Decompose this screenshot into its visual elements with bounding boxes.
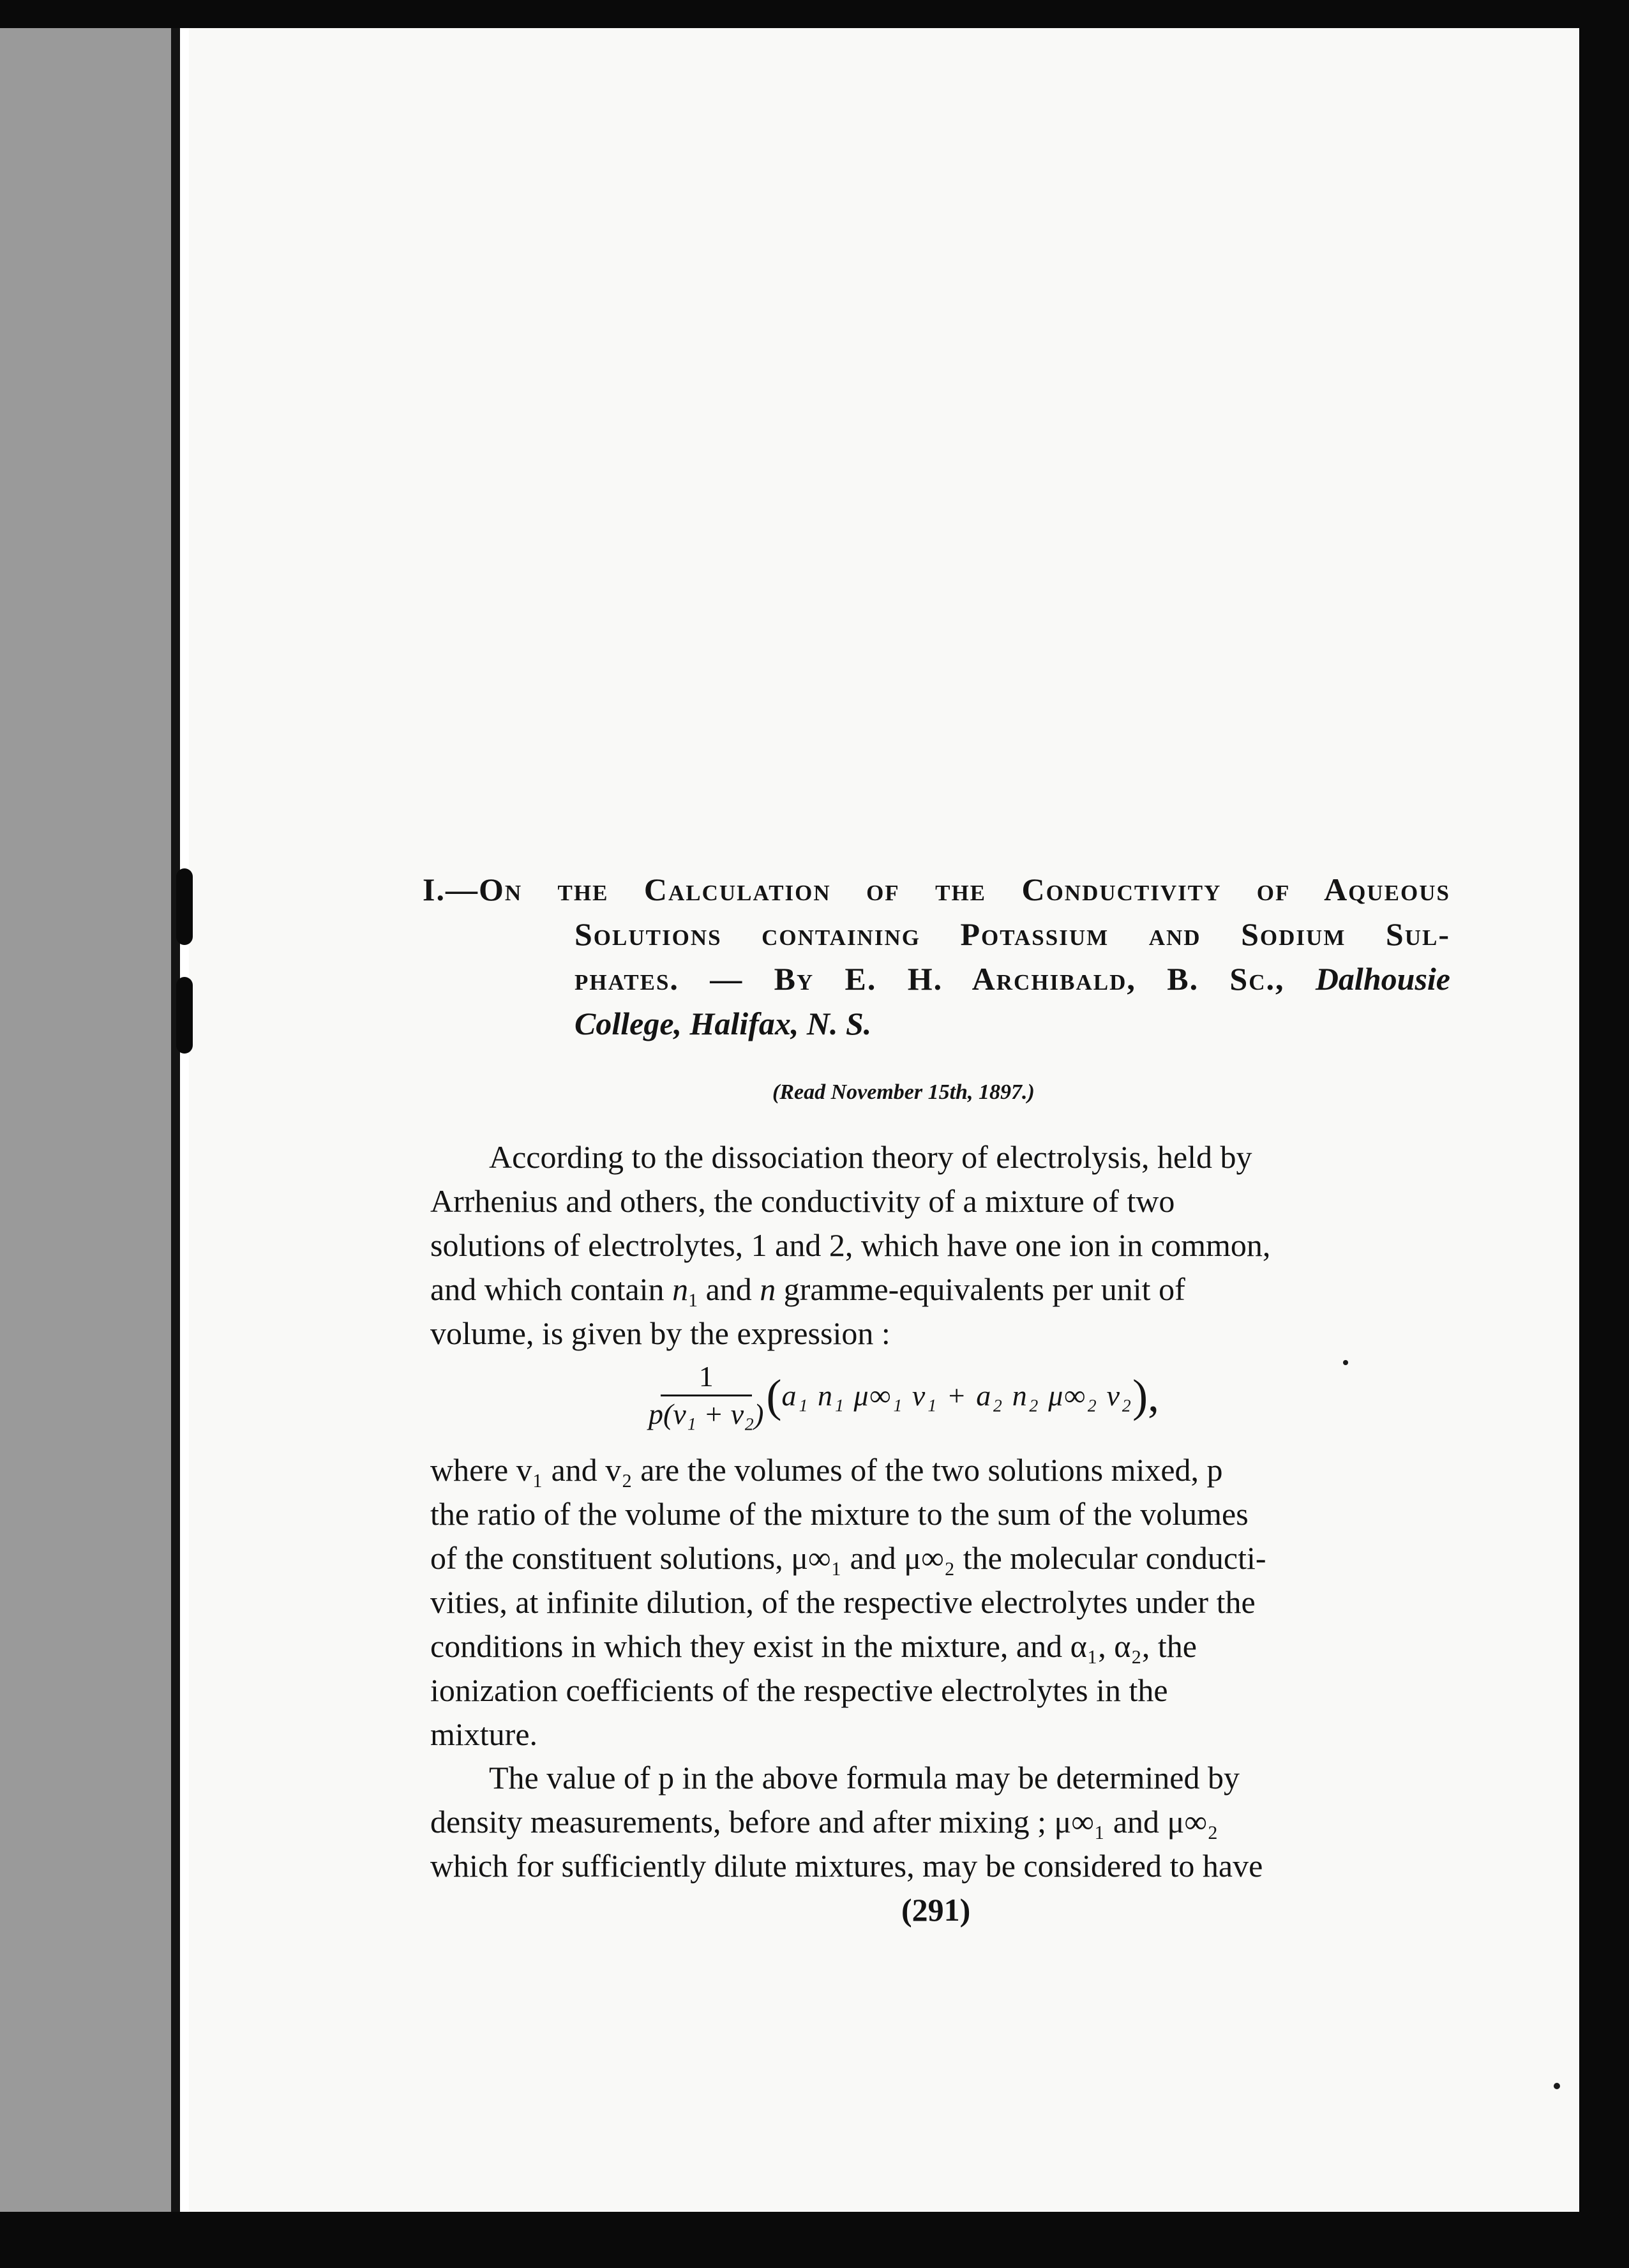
formula-fraction: [649, 1360, 764, 1431]
para2-line-1: where v₁ and v₂ are the volumes of the two solutions mixed, p: [430, 1452, 1223, 1488]
heading-line-1: I.—On the Calculation of the Conductivity of Aqueous: [423, 872, 1450, 907]
scan-top-border: [0, 0, 1629, 28]
scan-bottom-border: [0, 2212, 1629, 2268]
formula-numerator: 1: [661, 1360, 752, 1396]
para2-line-4: vities, at infinite dilution, of the respective electrolytes under the: [430, 1584, 1256, 1620]
heading-author: phates. — By E. H. Archibald, B. Sc.,: [574, 961, 1316, 997]
para3-line-2: density measurements, before and after mixing ; μ∞₁ and μ∞₂: [430, 1804, 1219, 1840]
scan-speck: [1554, 2083, 1560, 2089]
heading-institution: Dalhousie: [1315, 961, 1450, 997]
read-date-note: (Read November 15th, 1897.): [772, 1080, 1035, 1104]
formula-expression: a₁ n₁ μ∞₁ v₁ + a₂ n₂ μ∞₂ v₂: [781, 1379, 1133, 1412]
scan-left-strip: [0, 28, 177, 2212]
page-number: (291): [901, 1892, 971, 1928]
article-heading: [423, 867, 1450, 1046]
para2-line-6: ionization coefficients of the respective electrolytes in the: [430, 1672, 1168, 1708]
page-left-edge: [171, 28, 180, 2212]
binding-mark-upper: [176, 868, 193, 945]
para1-line-4-c: gramme-equivalents per unit of: [776, 1271, 1185, 1307]
formula-close-paren: ),: [1132, 1370, 1160, 1421]
symbol-n1: n: [672, 1271, 689, 1307]
paragraph-2: [430, 1448, 1450, 1757]
paragraph-1: [430, 1135, 1450, 1356]
symbol-n: n: [760, 1271, 776, 1307]
para2-line-3: of the constituent solutions, μ∞₁ and μ∞₂ the molecular conducti-: [430, 1540, 1266, 1576]
conductivity-formula: [649, 1360, 1159, 1431]
paragraph-3: [430, 1756, 1450, 1888]
para2-line-2: the ratio of the volume of the mixture to the sum of the volumes: [430, 1496, 1249, 1532]
para1-line-4-a: and which contain: [430, 1271, 673, 1307]
heading-line-4: College, Halifax, N. S.: [574, 1006, 872, 1041]
para3-line-1: The value of p in the above formula may be determined by: [489, 1760, 1240, 1796]
para1-line-1: According to the dissociation theory of electrolysis, held by: [489, 1139, 1252, 1175]
para1-line-5: volume, is given by the expression :: [430, 1315, 890, 1351]
heading-line-2: Solutions containing Potassium and Sodium Sul-: [574, 916, 1450, 952]
heading-line-3: [423, 956, 1450, 1001]
para1-line-2: Arrhenius and others, the conductivity of a mixture of two: [430, 1183, 1175, 1219]
symbol-n1-sub: 1: [688, 1290, 698, 1311]
binding-mark-lower: [176, 977, 193, 1054]
para2-line-5: conditions in which they exist in the mixture, and α₁, α₂, the: [430, 1628, 1197, 1664]
formula-open-paren: (: [766, 1370, 782, 1421]
para1-line-4: [430, 1267, 1450, 1312]
para1-line-3: solutions of electrolytes, 1 and 2, which have one ion in common,: [430, 1227, 1271, 1263]
para2-line-7: mixture.: [430, 1716, 538, 1752]
scan-speck: [1343, 1360, 1348, 1365]
formula-denominator: p(v₁ + v₂): [649, 1398, 764, 1430]
para3-line-3: which for sufficiently dilute mixtures, may be considered to have: [430, 1848, 1263, 1884]
scan-right-border: [1579, 0, 1629, 2268]
para1-line-4-b: and: [698, 1271, 760, 1307]
